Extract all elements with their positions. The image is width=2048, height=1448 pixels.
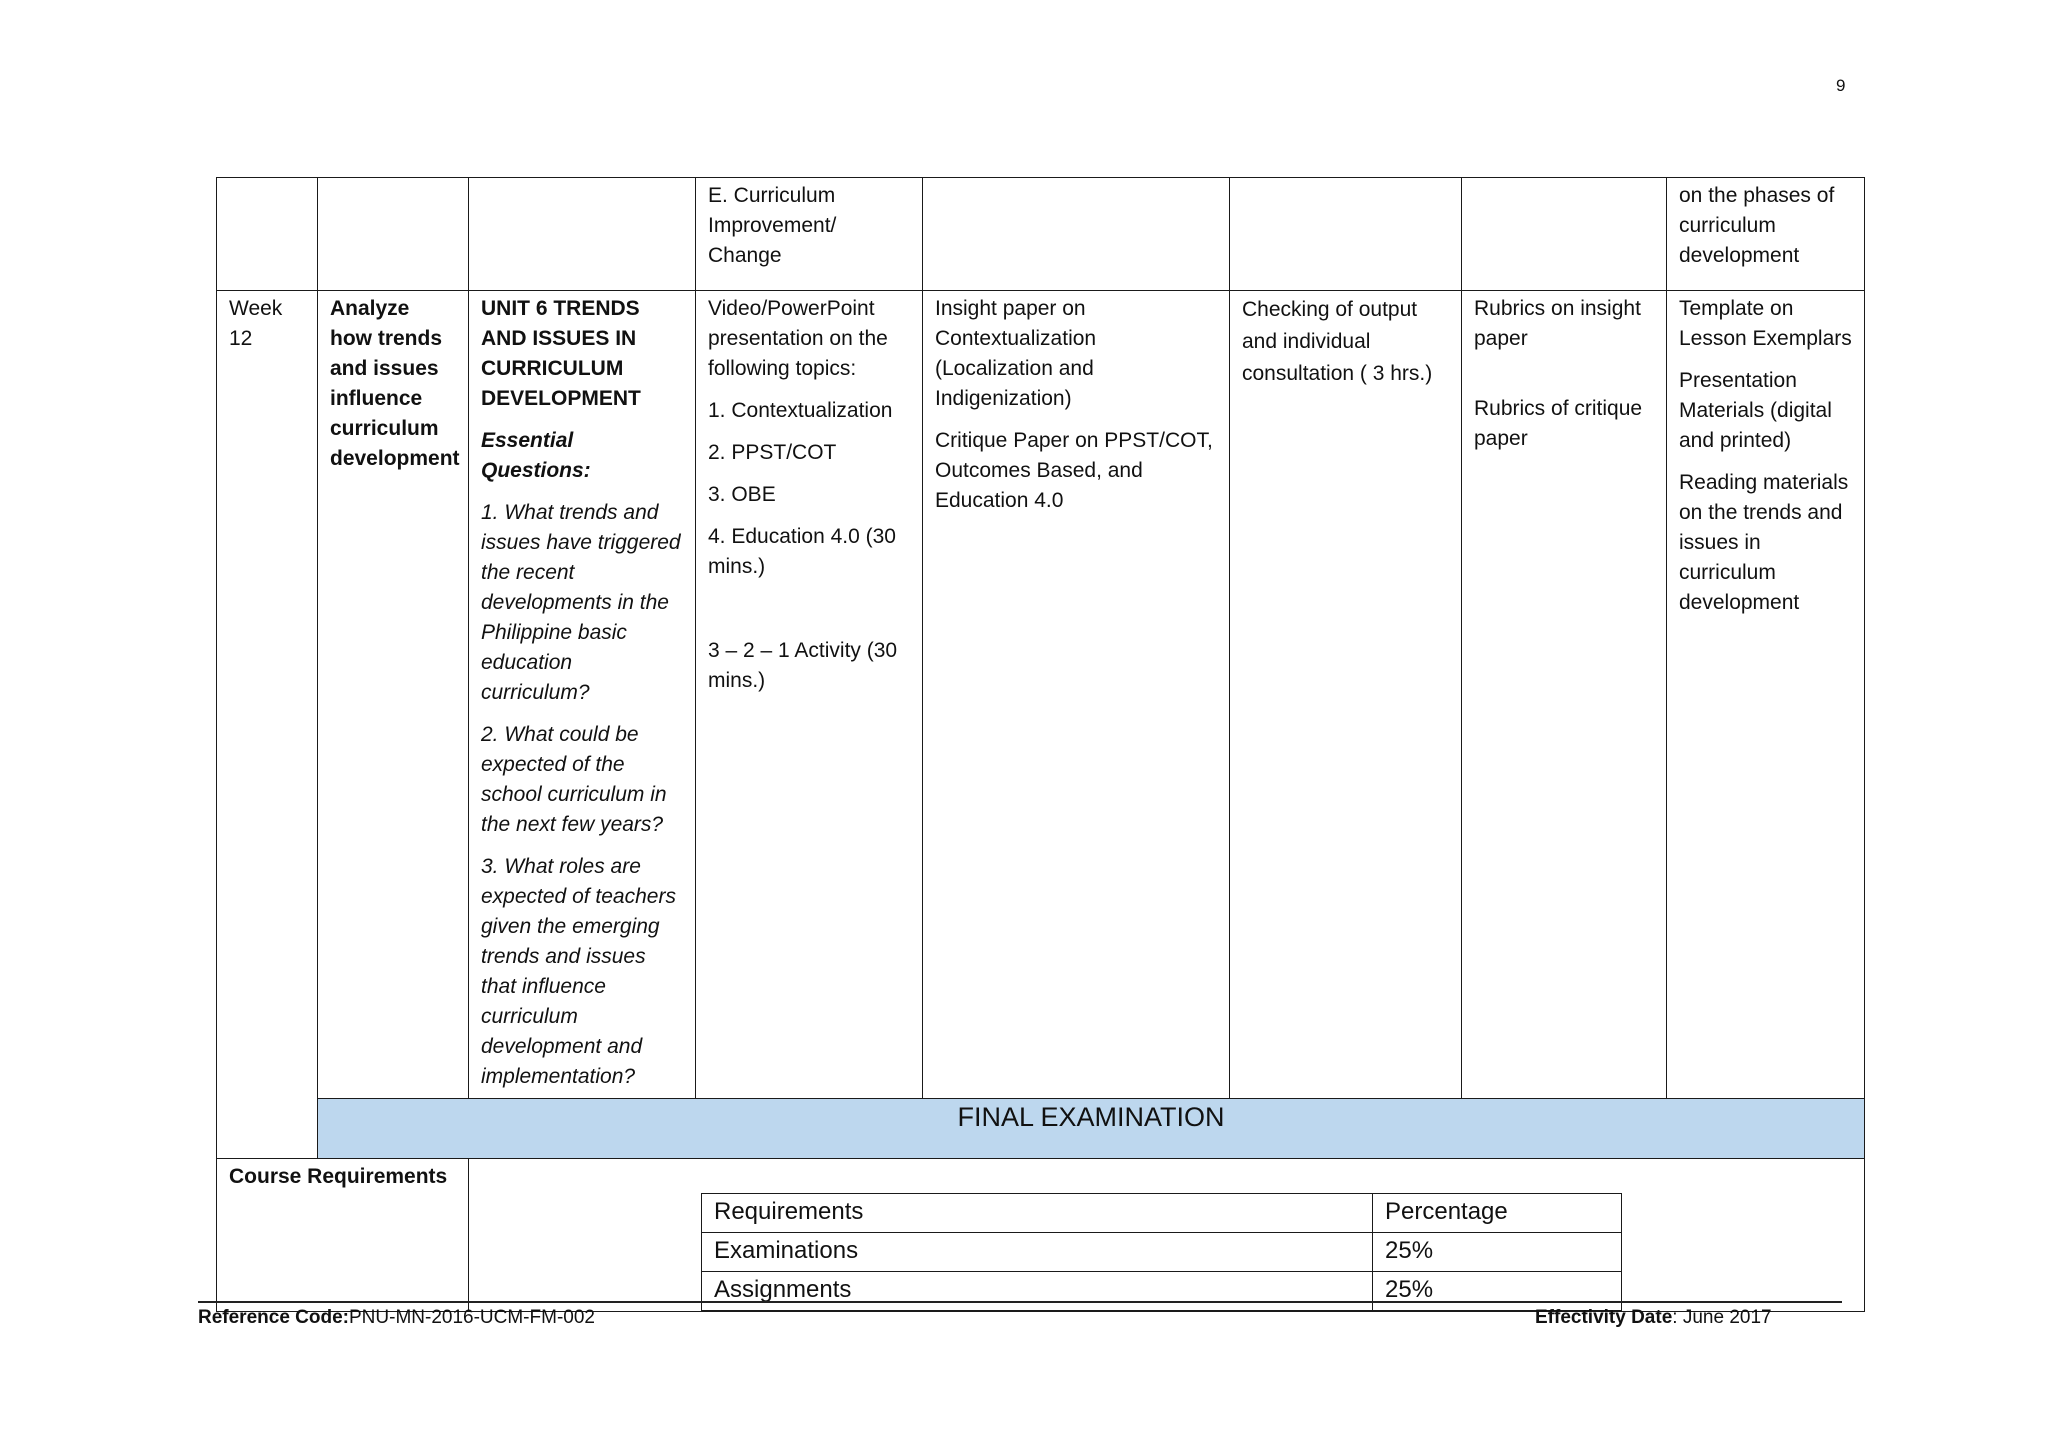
effectivity-date-label: Effectivity Date: [1535, 1307, 1673, 1328]
requirements-cell: [469, 1159, 1865, 1312]
topic-item: 3. OBE: [708, 483, 776, 506]
essential-questions-heading: Essential Questions:: [481, 429, 591, 482]
course-requirements-label: Course Requirements: [217, 1159, 469, 1312]
cell-empty: [1230, 178, 1462, 291]
final-exam-row: [217, 1099, 1865, 1159]
week-label: Week 12: [229, 297, 283, 350]
course-requirements-row: [217, 1159, 1865, 1312]
rubrics-cell: [1462, 291, 1667, 1099]
output-item: Critique Paper on PPST/COT, Outcomes Based, and Education 4.0: [935, 429, 1213, 512]
topic-item: 4. Education 4.0 (30 mins.): [708, 525, 896, 578]
essential-question: 3. What roles are expected of teachers given the emerging trends and issues that influence curriculum development and implementation?: [481, 855, 676, 1088]
page-number: 9: [1836, 76, 1846, 95]
final-examination-banner: FINAL EXAMINATION: [318, 1099, 1865, 1159]
cell-curriculum-improvement: E. Curriculum Improvement/ Change: [696, 178, 923, 291]
percentage-header: Percentage: [1373, 1194, 1622, 1233]
reference-code-label: Reference Code:: [198, 1307, 349, 1328]
requirements-header: Requirements: [702, 1194, 1373, 1233]
unit-title: UNIT 6 TRENDS AND ISSUES IN CURRICULUM DEVELOPMENT: [481, 297, 641, 410]
resource-item: Template on Lesson Exemplars: [1679, 297, 1852, 350]
requirements-row: [702, 1272, 1622, 1311]
rubric-item: Rubrics of critique paper: [1474, 397, 1643, 450]
assessment-cell: [1230, 291, 1462, 1099]
rubric-item: Rubrics on insight paper: [1474, 297, 1641, 350]
learning-outcome-cell: [318, 291, 469, 1099]
requirements-row: [702, 1233, 1622, 1272]
outputs-cell: [923, 291, 1230, 1099]
reference-code-value: PNU-MN-2016-UCM-FM-002: [349, 1307, 595, 1328]
activity-item: 3 – 2 – 1 Activity (30 mins.): [708, 639, 898, 692]
cell-empty: [217, 178, 318, 291]
requirement-percentage: 25%: [1373, 1233, 1622, 1272]
essential-question: 1. What trends and issues have triggered the recent developments in the Philippine basic education curriculum?: [481, 501, 681, 704]
requirement-name: Assignments: [702, 1272, 1373, 1311]
cell-empty: [469, 178, 696, 291]
activities-cell: [696, 291, 923, 1099]
effectivity-date-value: : June 2017: [1672, 1307, 1772, 1328]
requirements-header-row: [702, 1194, 1622, 1233]
requirement-percentage: 25%: [1373, 1272, 1622, 1311]
resources-cell: [1667, 291, 1865, 1099]
resource-item: Presentation Materials (digital and printed): [1679, 369, 1832, 452]
learning-outcome: Analyze how trends and issues influence curriculum development: [330, 297, 460, 470]
week-12-row: [217, 291, 1865, 1099]
essential-question: 2. What could be expected of the school curriculum in the next few years?: [481, 723, 667, 836]
requirement-name: Examinations: [702, 1233, 1373, 1272]
cell-empty: [1462, 178, 1667, 291]
continuation-row: [217, 178, 1865, 291]
cell-empty: [318, 178, 469, 291]
effectivity-date: [1535, 1307, 1772, 1329]
week-cell: [217, 291, 318, 1159]
requirements-table: [701, 1193, 1622, 1311]
cell-empty: [923, 178, 1230, 291]
reference-code: [198, 1307, 595, 1329]
output-item: Insight paper on Contextualization (Localization and Indigenization): [935, 297, 1097, 410]
assessment-text: Checking of output and individual consultation ( 3 hrs.): [1242, 298, 1433, 385]
syllabus-table: [216, 177, 1865, 1312]
topic-item: 1. Contextualization: [708, 399, 893, 422]
cell-phases-text: on the phases of curriculum development: [1667, 178, 1865, 291]
footer-divider: [198, 1301, 1842, 1303]
topic-item: 2. PPST/COT: [708, 441, 837, 464]
activities-intro: Video/PowerPoint presentation on the following topics:: [708, 297, 888, 380]
content-cell: [469, 291, 696, 1099]
resource-item: Reading materials on the trends and issues in curriculum development: [1679, 471, 1849, 614]
